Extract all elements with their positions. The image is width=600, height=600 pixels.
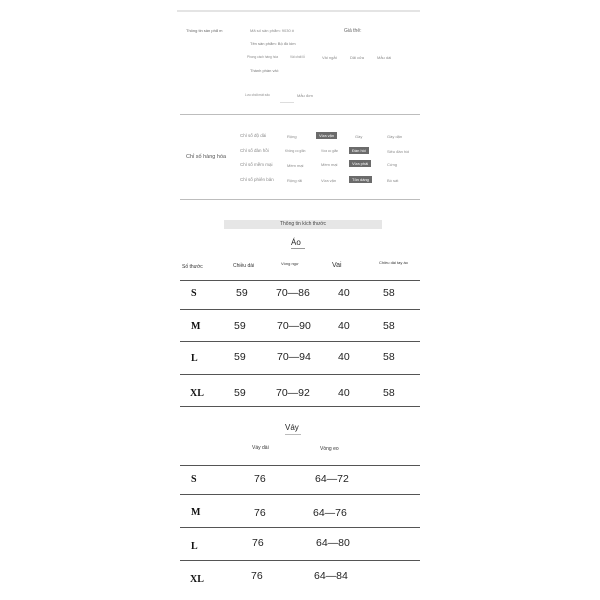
index-opt-selected: Vừa vặn [316, 132, 337, 139]
table-line [180, 494, 420, 495]
cell-waist: 64—84 [314, 570, 348, 582]
index-label-softness: Chỉ số mềm mại [240, 162, 273, 167]
product-composition: Thành phần vải: [250, 68, 279, 73]
col-header-size: Số thước [182, 264, 203, 270]
product-style: Phong cách hàng hóa [247, 55, 279, 59]
product-info-heading: Thông tin sản phẩ m [186, 28, 223, 33]
cell-chest: 70—90 [277, 320, 311, 332]
index-opt: Cứng [387, 162, 398, 167]
product-cut: Vải ngắt [322, 55, 337, 60]
index-opt: Vừa co giãn [321, 149, 339, 153]
index-opt: Rộng rãi [287, 178, 303, 183]
size-label: S [191, 288, 197, 299]
index-opt: Mềm mại [287, 163, 304, 168]
product-name: Tên sản phẩm: Bộ đồ kim [250, 41, 296, 46]
cell-shoulder: 40 [338, 387, 350, 399]
cell-chest: 70—92 [276, 387, 310, 399]
cell-sleeve: 58 [383, 387, 395, 399]
index-label-version: Chỉ số phiên bản [240, 177, 274, 182]
cell-shoulder: 40 [338, 320, 350, 332]
size-label: S [191, 474, 197, 485]
col-header-skirt-length: Váy dài [252, 445, 269, 451]
table-line [180, 406, 420, 407]
care-label-2: Mẫu đơn [297, 93, 313, 98]
cell-waist: 64—76 [313, 507, 347, 519]
cell-length: 59 [234, 387, 246, 399]
size-label: M [191, 321, 201, 332]
table-line [180, 374, 420, 375]
cell-skirt-length: 76 [254, 507, 266, 519]
title-underline [285, 434, 301, 435]
cell-length: 59 [234, 351, 246, 363]
col-header-length: Chiều dài [233, 263, 255, 269]
size-label: M [191, 507, 201, 518]
index-opt: Rộng [287, 134, 297, 139]
product-color: Mẫu dài [377, 55, 392, 60]
cell-waist: 64—72 [315, 473, 349, 485]
indices-heading: Chỉ số hàng hóa [186, 154, 227, 160]
index-opt: Bó sát [387, 178, 399, 183]
size-info-banner: Thông tin kích thước [224, 220, 382, 229]
table-line [180, 527, 420, 528]
cell-sleeve: 58 [383, 287, 395, 299]
skirt-table-title: Váy [285, 423, 299, 432]
care-underline [280, 102, 294, 103]
size-label: L [191, 353, 198, 364]
cell-sleeve: 58 [383, 351, 395, 363]
table-line [180, 280, 420, 281]
col-header-sleeve: Chiều dài tay áo [379, 260, 408, 265]
col-header-chest: Vòng ngự [281, 261, 299, 266]
col-header-waist: Vòng eo [320, 446, 339, 452]
index-opt: Vừa vặn [321, 178, 337, 183]
product-code: Mã số sản phẩm: 9030 # [250, 28, 295, 33]
index-label-length: Chỉ số độ dài [240, 133, 267, 138]
table-line [180, 341, 420, 342]
cell-shoulder: 40 [338, 287, 350, 299]
index-label-elasticity: Chỉ số đàn hồi [240, 148, 269, 153]
cell-chest: 70—86 [276, 287, 310, 299]
cell-skirt-length: 76 [254, 473, 266, 485]
cell-skirt-length: 76 [251, 570, 263, 582]
section-divider-2 [180, 199, 420, 200]
cell-length: 59 [236, 287, 248, 299]
index-opt: Gầy dặn [387, 134, 403, 139]
index-opt: Siêu đàn hồi [387, 149, 410, 154]
index-opt: Gầy [355, 134, 363, 139]
index-opt: Mềm mại [321, 162, 338, 167]
care-label-1: Lưu chất mát xấu [245, 93, 270, 97]
index-opt-selected: Vừa phải [349, 160, 371, 167]
title-underline [291, 248, 305, 249]
col-header-shoulder: Vai [332, 262, 342, 269]
cell-skirt-length: 76 [252, 537, 264, 549]
cell-shoulder: 40 [338, 351, 350, 363]
index-opt-selected: Tôn dáng [349, 176, 372, 183]
cell-waist: 64—80 [316, 537, 350, 549]
product-fabric: Vải chất lỗ [290, 55, 305, 59]
product-length: Dãi cửa [350, 55, 365, 60]
table-line [180, 465, 420, 466]
index-opt: Không co giãn [285, 149, 306, 153]
top-divider [177, 10, 420, 12]
table-line [180, 560, 420, 561]
top-table-title: Áo [291, 238, 301, 247]
cell-length: 59 [234, 320, 246, 332]
size-label: XL [190, 574, 204, 585]
size-label: XL [190, 388, 204, 399]
product-price: Giá thẻ: [344, 28, 362, 34]
cell-chest: 70—94 [277, 351, 311, 363]
cell-sleeve: 58 [383, 320, 395, 332]
size-label: L [191, 541, 198, 552]
index-opt-selected: Đàn hồi [349, 147, 369, 154]
table-line [180, 309, 420, 310]
section-divider-1 [180, 114, 420, 115]
